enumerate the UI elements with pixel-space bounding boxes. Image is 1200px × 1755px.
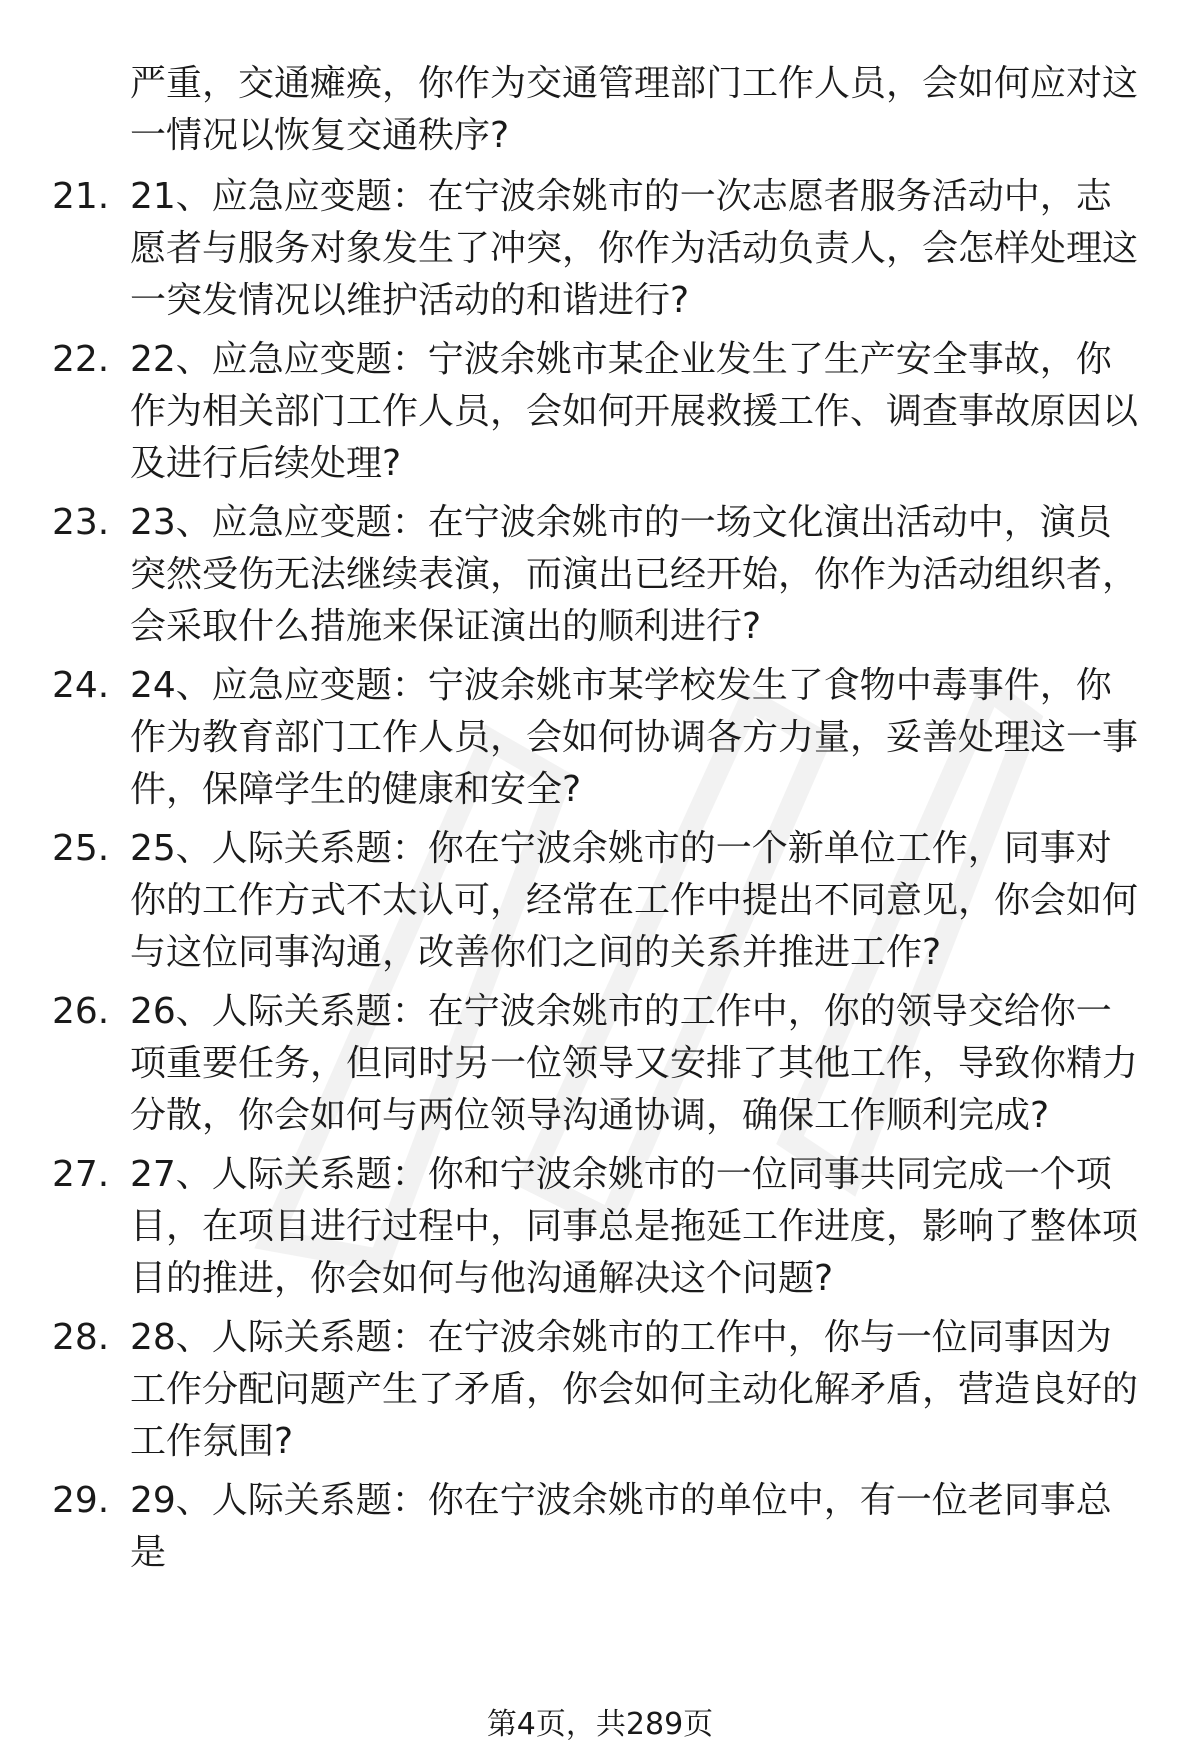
- question-number: 29.: [52, 1480, 110, 1521]
- question-number: 22.: [52, 339, 110, 380]
- continued-question-text: 严重，交通瘫痪，你作为交通管理部门工作人员，会如何应对这一情况以恢复交通秩序?: [130, 63, 1139, 156]
- question-text: 21、应急应变题：在宁波余姚市的一次志愿者服务活动中，志愿者与服务对象发生了冲突，你作为活动负责人，会怎样处理这一突发情况以维护活动的和谐进行?: [130, 176, 1139, 321]
- question-text: 28、人际关系题：在宁波余姚市的工作中，你与一位同事因为工作分配问题产生了矛盾，你会如何主动化解矛盾，营造良好的工作氛围?: [130, 1317, 1139, 1462]
- question-text: 23、应急应变题：在宁波余姚市的一场文化演出活动中，演员突然受伤无法继续表演，而演出已经开始，你作为活动组织者，会采取什么措施来保证演出的顺利进行?: [130, 502, 1139, 647]
- question-text: 29、人际关系题：你在宁波余姚市的单位中，有一位老同事总是: [130, 1480, 1112, 1573]
- question-number: 21.: [52, 176, 110, 217]
- question-number: 26.: [52, 991, 110, 1032]
- page-number-footer: 第4页，共289页: [486, 1707, 714, 1742]
- question-text: 24、应急应变题：宁波余姚市某学校发生了食物中毒事件，你作为教育部门工作人员，会如何协调各方力量，妥善处理这一事件，保障学生的健康和安全?: [130, 665, 1139, 810]
- question-text: 27、人际关系题：你和宁波余姚市的一位同事共同完成一个项目，在项目进行过程中，同事总是拖延工作进度，影响了整体项目的推进，你会如何与他沟通解决这个问题?: [130, 1154, 1139, 1299]
- question-number: 28.: [52, 1317, 110, 1358]
- question-text: 26、人际关系题：在宁波余姚市的工作中，你的领导交给你一项重要任务，但同时另一位领导又安排了其他工作，导致你精力分散，你会如何与两位领导沟通协调，确保工作顺利完成?: [130, 991, 1139, 1136]
- question-number: 25.: [52, 828, 110, 869]
- question-number: 24.: [52, 665, 110, 706]
- question-number: 23.: [52, 502, 110, 543]
- question-number: 27.: [52, 1154, 110, 1195]
- question-text: 25、人际关系题：你在宁波余姚市的一个新单位工作，同事对你的工作方式不太认可，经常在工作中提出不同意见，你会如何与这位同事沟通，改善你们之间的关系并推进工作?: [130, 828, 1139, 973]
- question-text: 22、应急应变题：宁波余姚市某企业发生了生产安全事故，你作为相关部门工作人员，会如何开展救援工作、调查事故原因以及进行后续处理?: [130, 339, 1139, 484]
